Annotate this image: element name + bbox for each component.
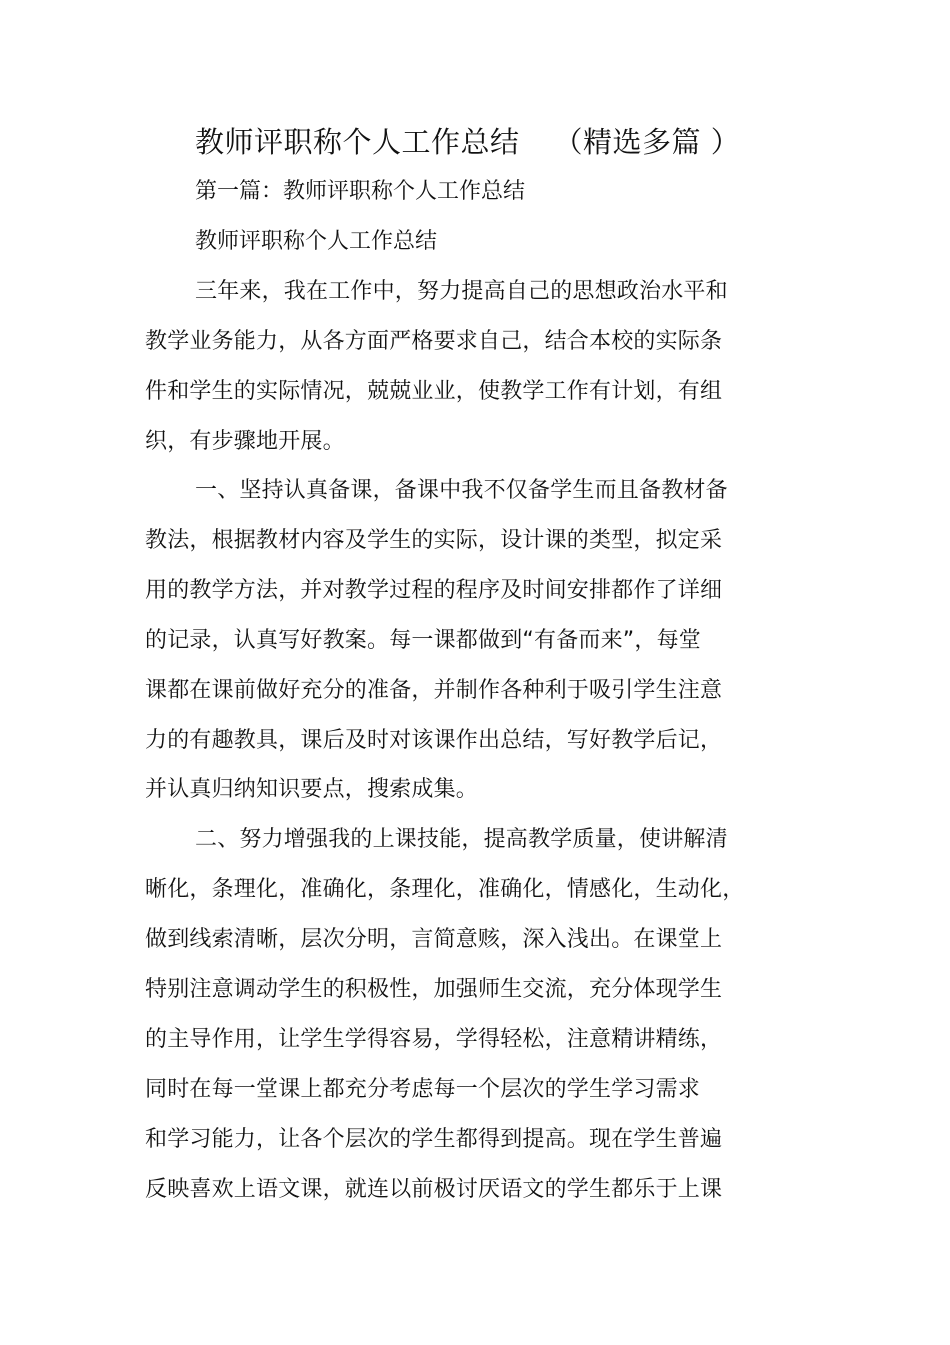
body-line: 晰化，条理化，准确化，条理化，准确化，情感化，生动化， <box>145 877 745 902</box>
document-title <box>195 122 795 162</box>
body-line: 和学习能力，让各个层次的学生都得到提高。现在学生普遍 <box>145 1127 723 1152</box>
body-line: 二、努力增强我的上课技能，提高教学质量，使讲解清 <box>195 827 728 852</box>
body-line: 特别注意调动学生的积极性，加强师生交流，充分体现学生 <box>145 977 723 1002</box>
body-line: 件和学生的实际情况，兢兢业业，使教学工作有计划，有组 <box>145 379 723 404</box>
body-line: 反映喜欢上语文课，就连以前极讨厌语文的学生都乐于上课 <box>145 1177 723 1202</box>
body-line: 用的教学方法，并对教学过程的程序及时间安排都作了详细 <box>145 578 723 603</box>
body-line: 的主导作用，让学生学得容易，学得轻松，注意精讲精练， <box>145 1027 723 1052</box>
body-line: 力的有趣教具，课后及时对该课作出总结，写好教学后记， <box>145 728 723 753</box>
body-line: 并认真归纳知识要点，搜索成集。 <box>145 777 479 802</box>
body-line: 的记录，认真写好教案。每一课都做到“有备而来”，每堂 <box>145 628 701 653</box>
title-suffix: （精选多篇 ） <box>553 125 741 159</box>
title-text: 教师评职称个人工作总结 <box>195 125 520 159</box>
body-line: 做到线索清晰，层次分明，言简意赅，深入浅出。在课堂上 <box>145 927 723 952</box>
body-line: 课都在课前做好充分的准备，并制作各种利于吸引学生注意 <box>145 678 723 703</box>
body-line: 教学业务能力，从各方面严格要求自己，结合本校的实际条 <box>145 329 723 354</box>
body-line: 教法，根据教材内容及学生的实际，设计课的类型，拟定采 <box>145 528 723 553</box>
body-line: 同时在每一堂课上都充分考虑每一个层次的学生学习需求 <box>145 1077 701 1102</box>
section-heading: 第一篇：教师评职称个人工作总结 <box>195 179 526 204</box>
article-title: 教师评职称个人工作总结 <box>195 229 438 254</box>
body-line: 织，有步骤地开展。 <box>145 429 345 454</box>
body-line: 一、坚持认真备课，备课中我不仅备学生而且备教材备 <box>195 478 728 503</box>
body-line: 三年来，我在工作中，努力提高自己的思想政治水平和 <box>195 279 728 304</box>
